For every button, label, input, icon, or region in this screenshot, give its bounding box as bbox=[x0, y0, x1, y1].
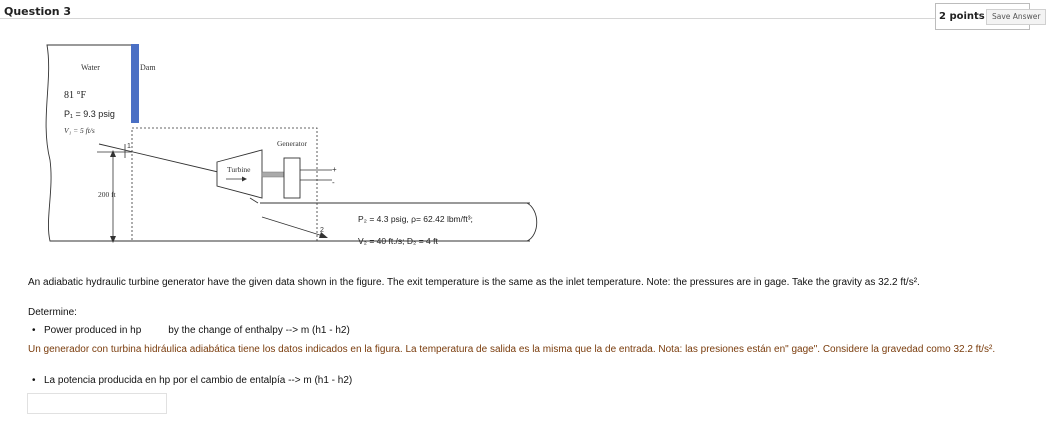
bullet1-part-b: by the change of enthalpy --> m (h1 - h2) bbox=[168, 325, 350, 336]
water-label: Water bbox=[81, 63, 100, 72]
list-item bbox=[44, 325, 350, 336]
v2-label: V₂ = 40 ft./s; D₂ = 4 ft bbox=[358, 236, 438, 246]
temperature-label: 81 °F bbox=[64, 90, 87, 101]
turbine-body bbox=[217, 150, 262, 198]
station-2-label: 2 bbox=[320, 227, 324, 234]
exit-flow-arrow bbox=[262, 217, 323, 236]
determine-heading: Determine: bbox=[28, 307, 77, 318]
pipe-break-symbol bbox=[527, 203, 537, 241]
p2-label: P₂ = 4.3 psig, ρ= 62.42 lbm/ft³; bbox=[358, 214, 473, 224]
question-title: Question 3 bbox=[4, 5, 72, 18]
minus-label: - bbox=[332, 178, 335, 187]
plus-label: + bbox=[332, 165, 337, 174]
station-1-label: 1 bbox=[127, 143, 131, 150]
p1-label: P₁ = 9.3 psig bbox=[64, 109, 115, 119]
list-item: • La potencia producida en hp por el cambio de entalpía --> m (h1 - h2) bbox=[44, 375, 352, 386]
turbine-label: Turbine bbox=[227, 165, 251, 174]
v1-label: V₁ = 5 ft/s bbox=[64, 126, 95, 135]
generator-body bbox=[284, 158, 300, 198]
dam-wall bbox=[131, 44, 139, 123]
height-arrow-up bbox=[110, 150, 116, 157]
turbine-figure bbox=[0, 0, 560, 270]
generator-label: Generator bbox=[277, 139, 307, 148]
bullet1-part-a: Power produced in hp bbox=[44, 325, 142, 336]
points-panel bbox=[935, 3, 1041, 30]
dam-label: Dam bbox=[140, 63, 156, 72]
reservoir-outline bbox=[46, 45, 132, 241]
turbine-shaft bbox=[262, 172, 284, 177]
height-arrow-down bbox=[110, 236, 116, 243]
save-answer-button[interactable]: Save Answer bbox=[986, 9, 1046, 25]
points-label: 2 points bbox=[939, 11, 985, 22]
answer-input[interactable] bbox=[27, 393, 167, 414]
problem-statement-english: An adiabatic hydraulic turbine generator have the given data shown in the figure. The exit temperature is the same as the inlet temperature. Note: the pressures are in gage. Take the gravity as 32.2 ft/s². bbox=[28, 277, 920, 288]
height-label: 200 ft bbox=[98, 190, 116, 199]
problem-statement-spanish: Un generador con turbina hidráulica adiabática tiene los datos indicados en la figura. La temperatura de salida es la misma que la de entrada. Nota: las presiones están en" gage". Considere la gravedad como 32.2 ft/s². bbox=[28, 344, 996, 355]
turbine-discharge-line bbox=[250, 198, 258, 203]
